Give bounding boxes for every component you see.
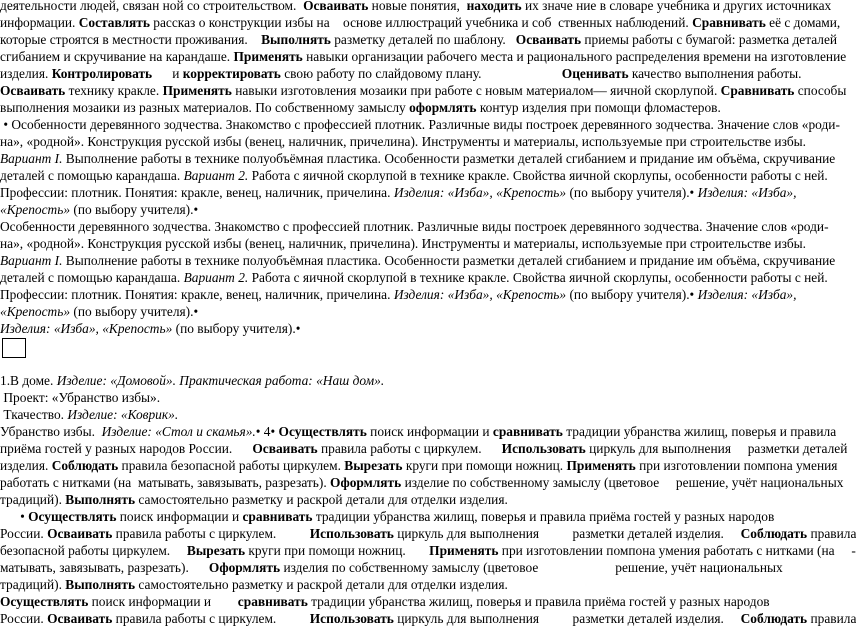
text-run: 1.В доме.	[0, 373, 57, 388]
text-run: (по выбору учителя).•	[566, 287, 698, 302]
text-run: деятельности людей, связан ной со строительством.	[0, 0, 304, 13]
text-run: Ткачество.	[0, 407, 68, 422]
bold-text: Соблюдать	[740, 611, 808, 626]
italic-text: «Крепость»	[0, 304, 71, 319]
text-line	[0, 150, 836, 167]
bold-text: Осваивать	[47, 611, 113, 626]
bold-text: Осуществлять	[278, 424, 367, 439]
text-line	[0, 65, 812, 82]
bold-text: Выполнять	[65, 577, 136, 592]
text-run: деталей с помощью карандаша.	[0, 270, 184, 285]
bold-text: сравнивать	[242, 509, 313, 524]
text-line	[0, 303, 812, 320]
text-run: традиции убранства жилищ, поверья и правила приёма гостей у разных народов	[307, 594, 770, 609]
text-run: Профессии: плотник. Понятия: кракле, венец, наличник, причелина.	[0, 185, 394, 200]
text-run: традиций).	[0, 577, 66, 592]
text-run: изделия.	[0, 66, 52, 81]
text-line	[0, 372, 812, 389]
text-run: изделия.	[0, 458, 52, 473]
italic-text: Вариант I.	[0, 151, 63, 166]
text-run: сгибанием и скручивание на карандаше.	[0, 49, 234, 64]
text-run: качество выполнения работы.	[628, 66, 802, 81]
text-line	[0, 14, 841, 31]
text-line	[0, 286, 812, 303]
bold-text: Соблюдать	[51, 458, 119, 473]
text-run: способы	[794, 83, 847, 98]
text-run: технику кракле.	[65, 83, 163, 98]
text-run: и	[152, 66, 183, 81]
text-run: изделия по собственному замыслу (цветовое решение, учёт национальных	[280, 560, 783, 575]
text-run: • 4•	[255, 424, 279, 439]
text-line	[0, 167, 828, 184]
text-run: правила	[807, 526, 856, 541]
text-run: циркуль для выполнения разметки деталей изделия.	[393, 611, 741, 626]
italic-text: Вариант I.	[0, 253, 63, 268]
text-run: разметку деталей по шаблону.	[330, 32, 516, 47]
text-line	[0, 525, 856, 542]
text-run: традиции убранства жилищ, поверья и правила приёма гостей у разных народов	[312, 509, 775, 524]
text-run: Проект: «Убранство избы».	[0, 390, 161, 405]
text-line	[0, 31, 838, 48]
text-run: циркуль для выполнения разметки деталей изделия.	[393, 526, 741, 541]
bold-text: Осваивать	[0, 83, 66, 98]
text-line	[0, 491, 812, 508]
text-run: Работа с яичной скорлупой в технике кракле. Свойства яичной скорлупы, особенности работы с ней.	[248, 168, 828, 183]
italic-text: Вариант 2.	[183, 270, 249, 285]
italic-text: Изделия: «Изба»,	[697, 185, 797, 200]
text-run: традиции убранства жилищ, поверья и правила	[562, 424, 837, 439]
text-line	[0, 508, 812, 525]
text-line	[0, 116, 840, 133]
text-line	[0, 82, 847, 99]
text-line	[0, 252, 836, 269]
bold-text: Оценивать	[561, 66, 629, 81]
text-line	[0, 133, 812, 150]
text-run: самостоятельно разметку и раскрой детали для отделки изделия.	[135, 577, 508, 592]
text-line	[0, 201, 812, 218]
text-line	[0, 269, 828, 286]
text-line	[0, 559, 812, 576]
text-run: (по выбору учителя).•	[566, 185, 698, 200]
text-run: новые понятия,	[368, 0, 467, 13]
bold-text: Осуществлять	[0, 594, 89, 609]
text-run: поиск информации и	[366, 424, 493, 439]
empty-box[interactable]	[2, 338, 26, 358]
text-run: при изготовлении помпона умения работать с нитками (на -	[498, 543, 856, 558]
text-run: правила работы с циркулем.	[112, 611, 310, 626]
text-run: навыки организации рабочего места и рационального распределения времени на изготовление	[302, 49, 847, 64]
bold-text: Оформлять	[208, 560, 281, 575]
bold-text: Контролировать	[51, 66, 153, 81]
text-run: выполнения мозаики из разных материалов. По собственному замыслу	[0, 100, 410, 115]
text-run: правила	[807, 611, 856, 626]
italic-text: Изделия: «Изба», «Крепость»	[0, 321, 173, 336]
bold-text: сравнивать	[237, 594, 308, 609]
text-run: навыки изготовления мозаики при работе с новым материалом— яичной скорлупой.	[231, 83, 721, 98]
italic-text: Изделия: «Изба», «Крепость»	[393, 287, 567, 302]
bold-text: Использовать	[501, 441, 586, 456]
italic-text: Изделие: «Домовой». Практическая работа: «Наш дом».	[56, 373, 385, 388]
bold-text: Оформлять	[330, 475, 402, 490]
text-run: при изготовлении помпона умения	[635, 458, 838, 473]
text-line	[0, 184, 812, 201]
text-line	[0, 320, 812, 337]
bold-text: Осваивать	[47, 526, 113, 541]
bold-text: находить	[466, 0, 522, 13]
text-line	[0, 576, 812, 593]
text-block-bottom	[0, 372, 856, 627]
bold-text: Составлять	[78, 15, 150, 30]
bold-text: Использовать	[309, 526, 394, 541]
text-line	[0, 593, 812, 610]
text-run: • Особенности деревянного зодчества. Знакомство с профессией плотник. Различные виды построек деревянного зодчества. Значение слов «роди-	[0, 117, 840, 132]
text-line	[0, 440, 848, 457]
bold-text: Сравнивать	[720, 83, 795, 98]
text-run: круги при помощи ножниц.	[402, 458, 567, 473]
text-line	[0, 406, 812, 423]
bold-text: Выполнять	[261, 32, 331, 47]
text-run: •	[0, 509, 29, 524]
text-run: Выполнение работы в технике полуобъёмная пластика. Особенности разметки деталей сгибанием и придание им объёма, скручивание	[62, 253, 836, 268]
italic-text: Изделие: «Коврик».	[67, 407, 179, 422]
bold-text: Осваивать	[515, 32, 582, 47]
text-run: Выполнение работы в технике полуобъёмная пластика. Особенности разметки деталей сгибанием и придание им объёма, скручивание	[62, 151, 836, 166]
text-line	[0, 218, 829, 235]
text-run: Убранство избы.	[0, 424, 102, 439]
text-run: России.	[0, 526, 48, 541]
text-run: поиск информации и	[116, 509, 243, 524]
bold-text: Выполнять	[65, 492, 136, 507]
text-run: на», «родной». Конструкция русской избы (венец, наличник, причелина). Инструменты и материалы, используемые при строительстве избы.	[0, 134, 807, 149]
text-line	[0, 542, 856, 559]
text-run: приемы работы с бумагой: разметка деталей	[581, 32, 838, 47]
text-line	[0, 235, 812, 252]
italic-text: Изделие: «Стол и скамья».	[101, 424, 256, 439]
text-run: (по выбору учителя).•	[70, 202, 199, 217]
text-run: изделие по собственному замыслу (цветовое решение, учёт национальных	[401, 475, 844, 490]
checkbox-group	[0, 337, 812, 372]
text-run: Особенности деревянного зодчества. Знакомство с профессией плотник. Различные виды построек деревянного зодчества. Значение слов «роди-	[0, 219, 829, 234]
text-run: правила работы с циркулем.	[317, 441, 502, 456]
text-line	[0, 423, 837, 440]
text-run: правила безопасной работы циркулем.	[118, 458, 345, 473]
italic-text: Изделия: «Изба»,	[697, 287, 797, 302]
bold-text: Осуществлять	[28, 509, 117, 524]
text-run: безопасной работы циркулем.	[0, 543, 187, 558]
text-line	[0, 389, 812, 406]
text-run: на», «родной». Конструкция русской избы (венец, наличник, причелина). Инструменты и материалы, используемые при строительстве избы.	[0, 236, 807, 251]
text-line	[0, 474, 844, 491]
text-line	[0, 99, 812, 116]
text-run: правила работы с циркулем.	[112, 526, 310, 541]
text-run: самостоятельно разметку и раскрой детали для отделки изделия.	[135, 492, 508, 507]
text-run: циркуль для выполнения разметки деталей	[585, 441, 848, 456]
bold-text: Соблюдать	[740, 526, 808, 541]
bold-text: Применять	[233, 49, 303, 64]
text-line	[0, 0, 832, 14]
text-run: рассказ о конструкции избы на основе иллюстраций учебника и соб ственных наблюдений.	[149, 15, 693, 30]
text-run: свою работу по слайдовому плану.	[280, 66, 562, 81]
bold-text: Вырезать	[344, 458, 403, 473]
text-run: которые строятся в местности проживания.	[0, 32, 262, 47]
italic-text: Изделия: «Изба», «Крепость»	[393, 185, 567, 200]
bold-text: Вырезать	[186, 543, 246, 558]
text-run: матывать, завязывать, разрезать).	[0, 560, 209, 575]
text-run: Работа с яичной скорлупой в технике кракле. Свойства яичной скорлупы, особенности работы с ней.	[248, 270, 828, 285]
text-run: Профессии: плотник. Понятия: кракле, венец, наличник, причелина.	[0, 287, 394, 302]
bold-text: Сравнивать	[692, 15, 766, 30]
text-line	[0, 457, 838, 474]
text-run: (по выбору учителя).•	[172, 321, 301, 336]
bold-text: Применять	[429, 543, 499, 558]
bold-text: Осваивать	[303, 0, 369, 13]
bold-text: Применять	[162, 83, 232, 98]
text-run: работать с нитками (на матывать, завязывать, разрезать).	[0, 475, 331, 490]
bold-text: Использовать	[309, 611, 394, 626]
italic-text: «Крепость»	[0, 202, 71, 217]
text-run: традиций).	[0, 492, 66, 507]
text-run: их значе ние в словаре учебника и других источниках	[521, 0, 832, 13]
bold-text: оформлять	[409, 100, 477, 115]
text-run: контур изделия при помощи фломастеров.	[476, 100, 721, 115]
text-run: России.	[0, 611, 48, 626]
bold-text: Осваивать	[252, 441, 318, 456]
bold-text: Применять	[566, 458, 636, 473]
text-line	[0, 610, 856, 627]
text-line	[0, 48, 847, 65]
bold-text: сравнивать	[492, 424, 563, 439]
text-run: деталей с помощью карандаша.	[0, 168, 184, 183]
text-run: круги при помощи ножниц.	[245, 543, 430, 558]
text-run: информации.	[0, 15, 79, 30]
italic-text: Вариант 2.	[183, 168, 249, 183]
text-run: её с домами,	[765, 15, 841, 30]
text-run: (по выбору учителя).•	[70, 304, 199, 319]
bold-text: корректировать	[182, 66, 281, 81]
text-run: поиск информации и	[88, 594, 238, 609]
text-run: приёма гостей у разных народов России.	[0, 441, 253, 456]
